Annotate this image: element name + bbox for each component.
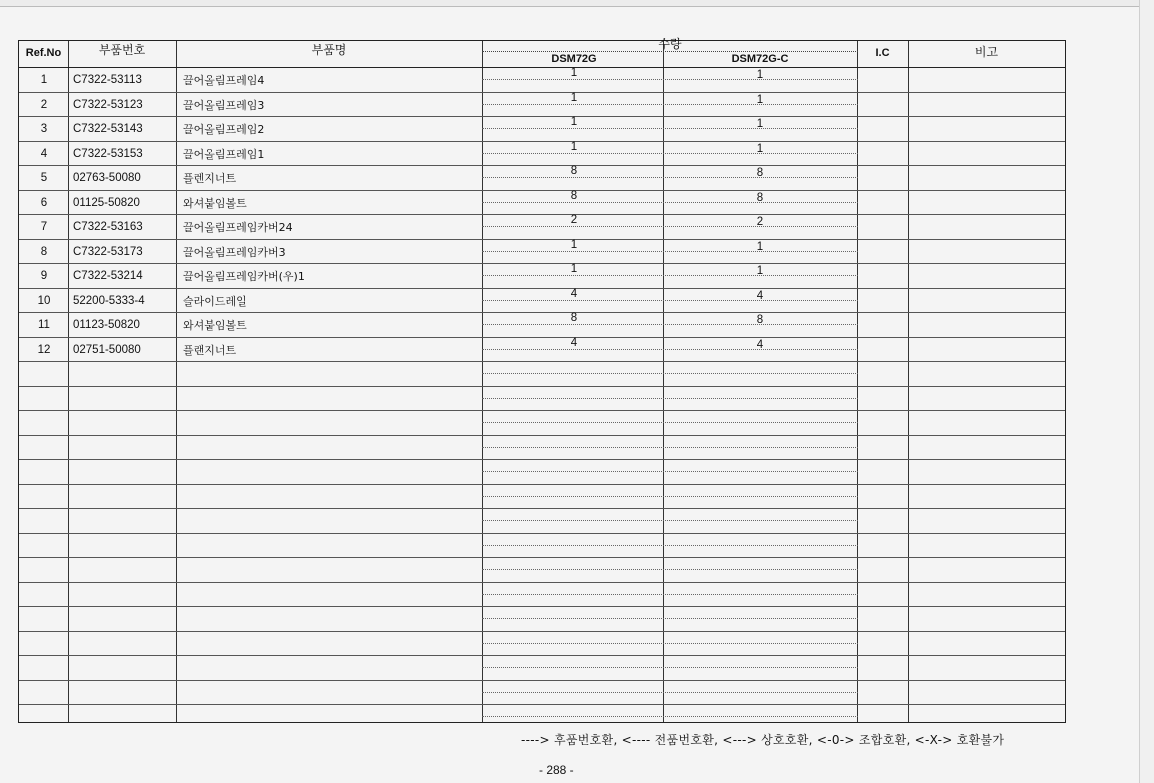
row-separator	[19, 680, 1065, 681]
row-midline	[482, 447, 858, 448]
part-number-cell: C7322-53123	[73, 98, 143, 111]
part-name-cell: 끌어올림프레임4	[183, 74, 265, 87]
row-separator	[19, 484, 1065, 485]
qty-dsm72g-c-cell: 8	[756, 167, 764, 179]
part-name-cell: 끌어올림프레임카버3	[183, 245, 286, 259]
row-midline	[482, 373, 858, 374]
header-model-dsm72g-c: DSM72G-C	[731, 53, 789, 65]
part-number-cell: C7322-53113	[73, 74, 142, 86]
row-midline	[482, 594, 858, 595]
qty-dsm72g-c-cell: 1	[756, 240, 764, 253]
qty-dsm72g-c-cell: 1	[756, 142, 764, 155]
table-row	[19, 288, 1065, 313]
part-name-cell: 와셔붙임볼트	[183, 319, 247, 332]
ref-cell: 3	[40, 123, 48, 135]
ref-cell: 9	[40, 270, 48, 282]
part-name-cell: 플렌지너트	[183, 172, 237, 185]
ref-cell: 2	[40, 98, 48, 111]
parts-table	[18, 37, 1066, 723]
row-midline	[482, 545, 858, 546]
row-midline	[482, 398, 858, 399]
part-number-cell: 01123-50820	[73, 319, 140, 331]
row-separator	[19, 459, 1065, 460]
part-number-cell: 01125-50820	[73, 196, 140, 209]
ref-cell: 12	[37, 343, 51, 356]
row-separator	[19, 631, 1065, 632]
part-name-cell: 끌어올림프레임1	[183, 147, 265, 161]
qty-dsm72g-cell: 8	[570, 165, 578, 177]
row-separator	[19, 410, 1065, 411]
table-row	[19, 190, 1065, 215]
row-separator	[19, 557, 1065, 558]
qty-dsm72g-cell: 4	[570, 336, 578, 349]
qty-dsm72g-cell: 1	[570, 67, 578, 79]
qty-dsm72g-c-cell: 8	[756, 191, 764, 204]
qty-dsm72g-c-cell: 4	[756, 289, 764, 302]
row-separator	[19, 533, 1065, 534]
part-number-cell: C7322-53153	[73, 147, 143, 160]
table-row	[19, 337, 1065, 362]
qty-dsm72g-c-cell: 8	[756, 314, 764, 326]
part-name-cell: 슬라이드레일	[183, 294, 247, 308]
table-row	[19, 312, 1065, 337]
qty-dsm72g-c-cell: 1	[756, 69, 764, 81]
part-name-cell: 끌어올림프레임카버24	[183, 221, 293, 234]
row-midline	[482, 692, 858, 693]
row-midline	[482, 422, 858, 423]
qty-dsm72g-c-cell: 1	[756, 93, 764, 106]
row-separator	[19, 508, 1065, 509]
part-name-cell: 끌어올림프레임2	[183, 123, 265, 136]
part-number-cell: 02751-50080	[73, 343, 141, 356]
scan-edge-right	[1139, 0, 1154, 783]
header-ref: Ref.No	[25, 47, 62, 59]
row-midline	[482, 496, 858, 497]
ref-cell: 10	[37, 294, 51, 307]
row-midline	[482, 716, 858, 717]
qty-dsm72g-c-cell: 1	[756, 265, 764, 277]
ref-cell: 5	[40, 172, 48, 184]
row-separator	[19, 655, 1065, 656]
row-separator	[19, 435, 1065, 436]
qty-dsm72g-cell: 8	[570, 189, 578, 202]
row-midline	[482, 618, 858, 619]
ref-cell: 4	[40, 147, 48, 160]
part-name-cell: 끌어올림프레임카버(우)1	[183, 270, 305, 283]
part-number-cell: C7322-53143	[73, 123, 143, 135]
qty-dsm72g-cell: 1	[570, 116, 578, 128]
part-number-cell: C7322-53214	[73, 270, 143, 282]
table-row	[19, 214, 1065, 239]
table-row	[19, 92, 1065, 117]
row-midline	[482, 520, 858, 521]
part-name-cell: 와셔붙임볼트	[183, 196, 247, 210]
row-midline	[482, 667, 858, 668]
table-row	[19, 141, 1065, 166]
scan-edge-top	[0, 0, 1154, 7]
part-number-cell: C7322-53173	[73, 245, 143, 258]
qty-dsm72g-cell: 4	[570, 287, 578, 300]
ref-cell: 1	[40, 74, 48, 86]
row-separator	[19, 704, 1065, 705]
ref-cell: 7	[40, 221, 48, 233]
qty-dsm72g-cell: 2	[570, 214, 578, 226]
row-midline	[482, 471, 858, 472]
qty-dsm72g-c-cell: 2	[756, 216, 764, 228]
interchangeability-legend: ----> 후품번호환, <---- 전품번호환, <---> 상호호환, <-0-> 조합호환, <-X-> 호환불가	[521, 733, 1005, 747]
qty-dsm72g-cell: 1	[570, 263, 578, 275]
qty-dsm72g-cell: 1	[570, 238, 578, 251]
table-row	[19, 67, 1065, 92]
header-model-dsm72g: DSM72G	[551, 53, 597, 65]
row-midline	[482, 643, 858, 644]
part-number-cell: 52200-5333-4	[73, 294, 145, 307]
table-row	[19, 165, 1065, 190]
page-number: - 288 -	[539, 763, 574, 777]
part-name-cell: 끌어올림프레임3	[183, 98, 265, 112]
qty-dsm72g-c-cell: 4	[756, 338, 764, 351]
qty-dsm72g-cell: 8	[570, 312, 578, 324]
row-separator	[19, 361, 1065, 362]
row-separator	[19, 582, 1065, 583]
header-remarks: 비고	[974, 45, 999, 59]
ref-cell: 11	[38, 319, 50, 331]
header-quantity: 수량	[658, 37, 682, 51]
header-part-name: 부품명	[311, 43, 347, 57]
part-number-cell: C7322-53163	[73, 221, 143, 233]
header-part-number: 부품번호	[98, 43, 146, 57]
qty-dsm72g-cell: 1	[570, 91, 578, 104]
row-separator	[19, 606, 1065, 607]
qty-dsm72g-cell: 1	[570, 140, 578, 153]
ref-cell: 6	[40, 196, 48, 209]
table-row	[19, 239, 1065, 264]
part-name-cell: 플랜지너트	[183, 343, 237, 357]
row-separator	[19, 386, 1065, 387]
table-row	[19, 116, 1065, 141]
qty-dsm72g-c-cell: 1	[756, 118, 764, 130]
row-midline	[482, 569, 858, 570]
table-row	[19, 263, 1065, 288]
header-ic: I.C	[875, 47, 890, 59]
ref-cell: 8	[40, 245, 48, 258]
part-number-cell: 02763-50080	[73, 172, 141, 184]
